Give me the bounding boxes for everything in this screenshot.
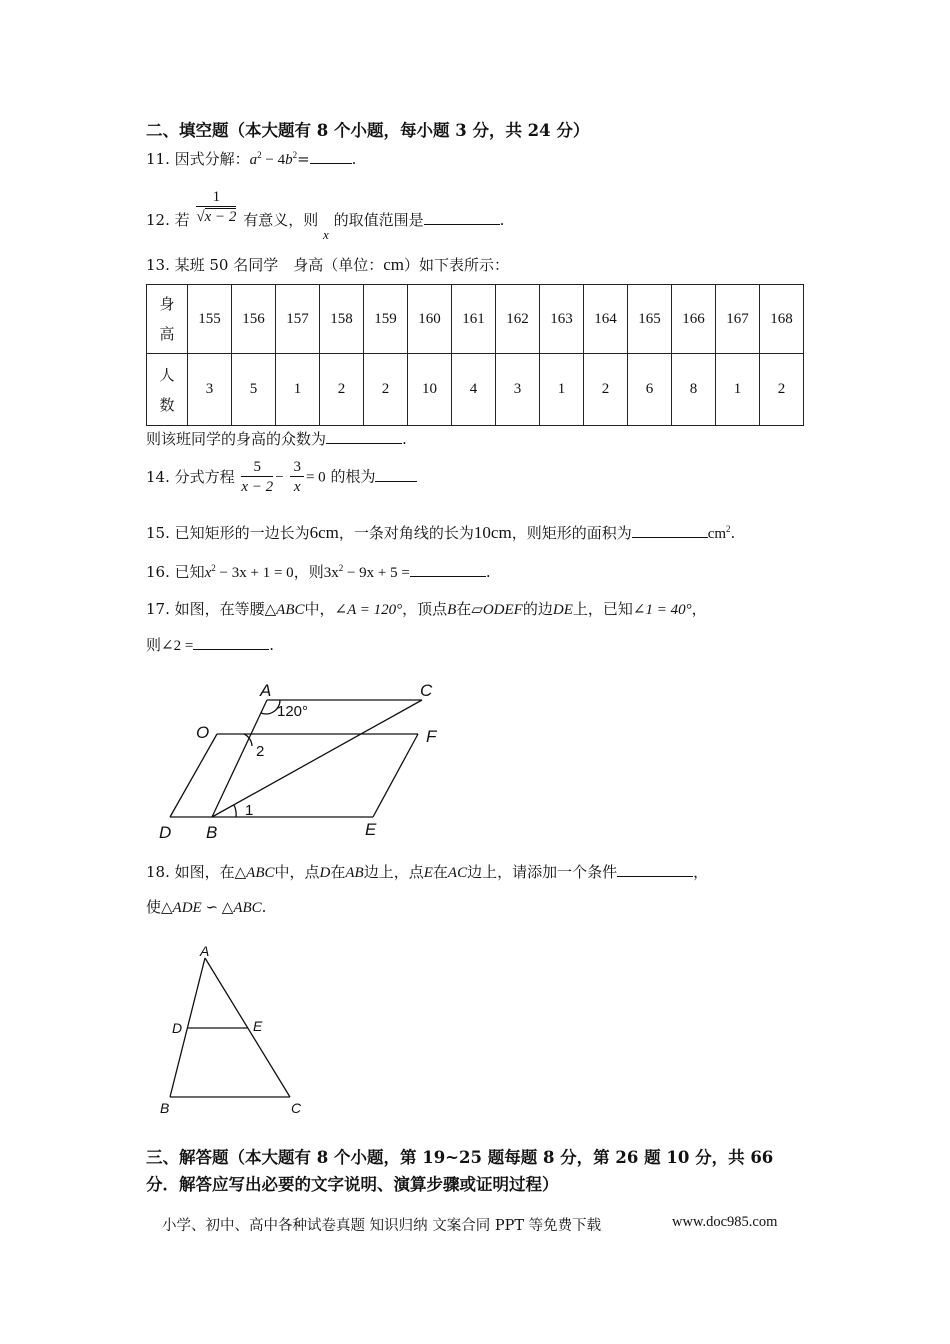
q12-text1: 有意义，则 xyxy=(243,210,319,229)
q17-text-a: 17. 如图，在等腰 xyxy=(146,600,265,618)
height-cell: 160 xyxy=(408,285,452,354)
q16-cond-exp: 2 xyxy=(211,563,216,573)
q17-side: DE xyxy=(552,602,573,618)
q15-text-a: 15. 已知矩形的一边长为 xyxy=(146,524,310,542)
q18-similarity: △ADE ∽ △ABC xyxy=(161,900,262,916)
q17-ask: ∠2 = xyxy=(161,638,194,654)
q18-line2-a: 使 xyxy=(146,898,162,916)
question-18-line2 xyxy=(146,896,266,917)
q17-text-f: 上，已知 xyxy=(572,600,633,618)
q17-parallelogram: ▱ODEF xyxy=(471,602,523,618)
count-cell: 1 xyxy=(276,354,320,426)
count-cell: 8 xyxy=(672,354,716,426)
figure-17-parallelogram xyxy=(150,672,450,844)
question-17-line2 xyxy=(146,634,274,655)
count-cell: 4 xyxy=(452,354,496,426)
q17-angle-a: ∠A = 120° xyxy=(334,602,403,618)
q18-point-d: D xyxy=(319,865,331,881)
question-14 xyxy=(146,458,417,497)
height-cell: 159 xyxy=(364,285,408,354)
label-E: E xyxy=(253,1018,263,1034)
q11-var-b: b xyxy=(285,152,293,168)
q14-f2-den: x xyxy=(293,479,301,495)
count-cell: 2 xyxy=(584,354,628,426)
height-cell: 164 xyxy=(584,285,628,354)
footer-text: 小学、初中、高中各种试卷真题 知识归纳 文案合同 PPT 等免费下载 xyxy=(162,1218,602,1234)
height-table xyxy=(146,284,804,426)
question-11 xyxy=(146,148,356,169)
q15-side: 6cm xyxy=(309,523,339,542)
q15-end: . xyxy=(730,524,736,542)
q17-answer-blank[interactable] xyxy=(193,635,269,650)
q12-answer-blank[interactable] xyxy=(424,210,500,225)
q12-text2: 的取值范围是 xyxy=(333,210,424,229)
q18-text-d: 边上，点 xyxy=(363,863,424,881)
q18-answer-blank[interactable] xyxy=(617,862,693,877)
q16-mid: ，则 xyxy=(293,563,324,581)
label-C: C xyxy=(420,681,433,700)
height-cell: 157 xyxy=(276,285,320,354)
count-cell: 3 xyxy=(188,354,232,426)
height-cell: 156 xyxy=(232,285,276,354)
question-13-ask xyxy=(146,428,407,449)
label-D: D xyxy=(159,823,172,842)
q15-text-c: ，则矩形的面积为 xyxy=(511,524,632,542)
q15-answer-blank[interactable] xyxy=(632,523,708,538)
figure-18-triangle xyxy=(150,940,320,1122)
height-cell: 165 xyxy=(628,285,672,354)
label-1: 1 xyxy=(245,802,254,819)
line-FE xyxy=(373,734,418,817)
q14-f1-den: x − 2 xyxy=(241,479,274,495)
label-O: O xyxy=(196,723,210,742)
section-heading-solutions-line1: 三、解答题（本大题有 8 个小题，第 19~25 题每题 8 分，第 26 题 10 分，共 66 xyxy=(146,1148,774,1167)
q14-fraction-2 xyxy=(290,458,304,497)
q18-text-b: 中，点 xyxy=(274,863,320,881)
q11-mid: − 4 xyxy=(261,152,286,168)
line-OD xyxy=(170,734,217,817)
label-B: B xyxy=(160,1100,170,1116)
q17-line2-a: 则 xyxy=(146,636,162,654)
height-row xyxy=(147,285,804,354)
q17-vertex: B xyxy=(447,602,457,618)
height-cell: 161 xyxy=(452,285,496,354)
q18-point-e: E xyxy=(423,865,433,881)
q14-tail: 的根为 xyxy=(330,467,376,486)
q15-diagonal: 10cm xyxy=(473,523,512,542)
count-row xyxy=(147,354,804,426)
count-cell: 3 xyxy=(496,354,540,426)
q16-cond-var: x xyxy=(204,565,212,581)
count-cell: 2 xyxy=(320,354,364,426)
q16-expr-rest: − 9x + 5 = xyxy=(343,565,410,581)
count-cell: 2 xyxy=(364,354,408,426)
section-heading-fill-in: 二、填空题（本大题有 8 个小题，每小题 3 分，共 24 分） xyxy=(146,121,590,140)
q14-minus: − xyxy=(275,469,284,486)
height-cell: 158 xyxy=(320,285,364,354)
count-cell: 10 xyxy=(408,354,452,426)
q18-text-e: 在 xyxy=(432,863,448,881)
height-cell: 168 xyxy=(760,285,804,354)
label-B: B xyxy=(206,823,218,842)
question-13-intro xyxy=(146,254,509,275)
q16-answer-blank[interactable] xyxy=(410,562,486,577)
q17-text-e: 的边 xyxy=(522,600,553,618)
q14-fraction-1 xyxy=(241,458,273,497)
q11-label: 11. 因式分解： xyxy=(146,150,250,168)
q11-exp-b: 2 xyxy=(292,150,298,160)
q13-unit: cm xyxy=(383,255,405,274)
q11-answer-blank[interactable] xyxy=(310,149,352,164)
height-cell: 166 xyxy=(672,285,716,354)
height-cell: 163 xyxy=(540,285,584,354)
count-cell: 1 xyxy=(716,354,760,426)
q11-eq: = xyxy=(297,150,310,168)
q14-eq: = 0 xyxy=(305,469,326,486)
q11-end: . xyxy=(351,150,357,168)
q18-text-f: 边上，请添加一个条件 xyxy=(467,863,618,881)
label-2: 2 xyxy=(256,743,265,760)
angle-1-arc xyxy=(234,805,236,817)
q15-unit-exp: 2 xyxy=(726,524,731,534)
q11-exp-a: 2 xyxy=(257,150,262,160)
q14-answer-blank[interactable] xyxy=(375,467,417,482)
q13-intro-a: 13. 某班 50 名同学 身高（单位： xyxy=(146,256,384,274)
question-16 xyxy=(146,561,491,582)
q14-label: 14. 分式方程 xyxy=(146,467,235,486)
label-D: D xyxy=(172,1020,183,1036)
q16-expr-a: 3x xyxy=(323,565,339,581)
q13-question: 则该班同学的身高的众数为 xyxy=(146,430,327,448)
q17-text-d: 在 xyxy=(456,600,472,618)
q11-var-a: a xyxy=(249,152,258,168)
label-E: E xyxy=(365,820,377,839)
count-cell: 2 xyxy=(760,354,804,426)
q13-answer-blank[interactable] xyxy=(326,429,402,444)
q15-text-b: ，一条对角线的长为 xyxy=(338,524,474,542)
q18-triangle: △ABC xyxy=(234,865,275,881)
q12-label: 12. 若 xyxy=(146,210,190,229)
q17-triangle: △ABC xyxy=(264,602,305,618)
q17-text-g: ， xyxy=(691,600,707,618)
label-120: 120° xyxy=(277,703,309,720)
height-cell: 167 xyxy=(716,285,760,354)
q16-expr-exp: 2 xyxy=(338,563,344,573)
height-cell: 162 xyxy=(496,285,540,354)
q12-numerator: 1 xyxy=(196,188,236,207)
footer-url[interactable]: www.doc985.com xyxy=(672,1214,778,1230)
q16-end: . xyxy=(485,563,491,581)
q12-var: x xyxy=(323,226,329,242)
q17-end: . xyxy=(269,636,275,654)
q12-denominator: √x − 2 xyxy=(196,209,237,225)
count-cell: 1 xyxy=(540,354,584,426)
question-18-line1 xyxy=(146,861,708,882)
q18-text-g: ， xyxy=(693,863,709,881)
q13-intro-b: ）如下表所示： xyxy=(404,256,510,274)
count-cell: 5 xyxy=(232,354,276,426)
q15-unit: cm xyxy=(707,526,727,542)
q12-fraction xyxy=(196,188,236,227)
q16-cond-rest: − 3x + 1 = 0 xyxy=(215,565,294,581)
question-12 xyxy=(146,183,505,242)
q16-label: 16. 已知 xyxy=(146,563,205,581)
q14-f1-num: 5 xyxy=(241,458,273,477)
q17-text-b: 中， xyxy=(304,600,335,618)
line-BC xyxy=(212,700,422,817)
q18-text-c: 在 xyxy=(330,863,346,881)
q14-f2-num: 3 xyxy=(290,458,304,477)
count-row-label: 人 数 xyxy=(147,354,188,426)
label-A: A xyxy=(260,681,272,700)
height-row-label: 身 高 xyxy=(147,285,188,354)
q18-text-a: 18. 如图，在 xyxy=(146,863,235,881)
height-cell: 155 xyxy=(188,285,232,354)
label-F: F xyxy=(426,727,437,746)
q18-side-ab: AB xyxy=(345,865,364,881)
q18-end: . xyxy=(261,898,267,916)
q12-end: . xyxy=(499,210,505,229)
q17-given-angle: ∠1 = 40° xyxy=(632,602,692,618)
section-heading-solutions-line2: 分．解答应写出必要的文字说明、演算步骤或证明过程） xyxy=(146,1175,559,1194)
label-C: C xyxy=(291,1100,302,1116)
question-15 xyxy=(146,522,735,543)
q17-text-c: ，顶点 xyxy=(402,600,448,618)
label-A: A xyxy=(200,943,210,959)
question-17-line1 xyxy=(146,598,707,619)
q13-end: . xyxy=(402,430,407,448)
count-cell: 6 xyxy=(628,354,672,426)
q18-side-ac: AC xyxy=(447,865,468,881)
